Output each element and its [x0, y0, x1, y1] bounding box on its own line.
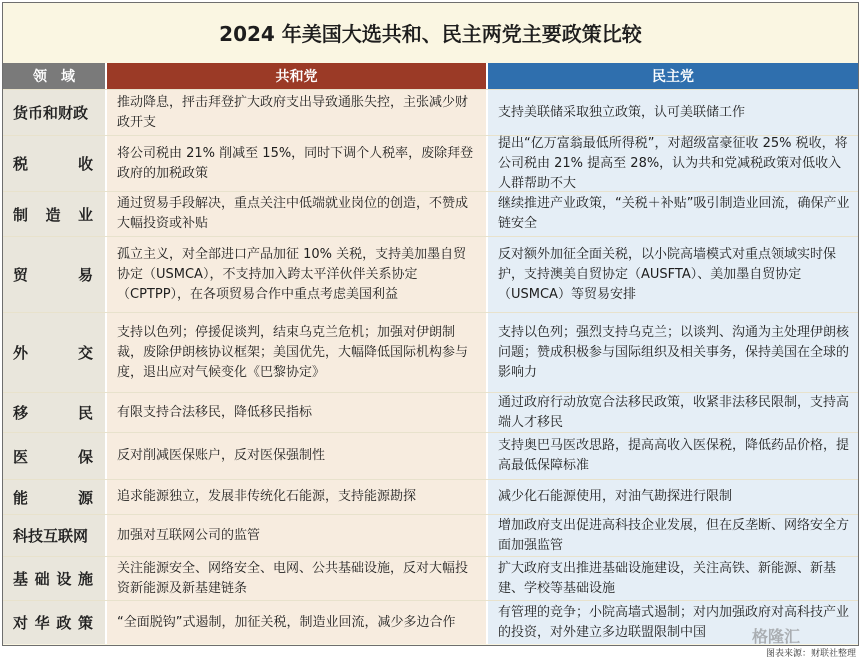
policy-table	[2, 2, 859, 646]
row-democrat-policy: 减少化石能源使用，对油气勘探进行限制	[486, 480, 858, 514]
row-democrat-policy: 扩大政府支出推进基础设施建设，关注高铁、新能源、新基建、学校等基础设施	[486, 557, 858, 600]
row-republican-policy: 支持以色列；停援促谈判，结束乌克兰危机；加强对伊朗制裁，废除伊朗核协议框架；美国优先，大幅降低国际机构参与度，退出应对气候变化《巴黎协定》	[105, 313, 486, 392]
row-domain: 对 华 政 策	[3, 601, 105, 644]
row-democrat-policy: 提出“亿万富翁最低所得税”，对超级富豪征收 25% 税收，将公司税由 21% 提高至 28%，认为共和党减税政策对低收入人群帮助不大	[486, 136, 858, 191]
row-domain: 医 保	[3, 433, 105, 479]
row-domain: 科技互联网	[3, 515, 105, 556]
row-republican-policy: 关注能源安全、网络安全、电网、公共基础设施，反对大幅投资新能源及新基建链条	[105, 557, 486, 600]
row-domain: 外 交	[3, 313, 105, 392]
row-democrat-policy: 支持奥巴马医改思路，提高高收入医保税，降低药品价格，提高最低保障标准	[486, 433, 858, 479]
row-domain: 税 收	[3, 136, 105, 191]
table-row	[3, 135, 858, 191]
row-democrat-policy: 支持美联储采取独立政策，认可美联储工作	[486, 90, 858, 135]
table-row	[3, 556, 858, 600]
row-republican-policy: 追求能源独立，发展非传统化石能源，支持能源勘探	[105, 480, 486, 514]
table-header	[3, 63, 858, 89]
row-domain: 货币和财政	[3, 90, 105, 135]
page-title: 2024 年美国大选共和、民主两党主要政策比较	[219, 21, 642, 46]
watermark-logo: 格隆汇	[752, 627, 801, 646]
table-row	[3, 312, 858, 392]
row-republican-policy: “全面脱钩”式遏制，加征关税，制造业回流，减少多边合作	[105, 601, 486, 644]
row-republican-policy: 通过贸易手段解决，重点关注中低端就业岗位的创造，不赞成大幅投资或补贴	[105, 192, 486, 236]
row-democrat-policy: 反对额外加征全面关税，以小院高墙模式对重点领域实时保护，支持澳美自贸协定（AUSFTA）、美加墨自贸协定（USMCA）等贸易安排	[486, 237, 858, 312]
table-row	[3, 191, 858, 236]
row-republican-policy: 将公司税由 21% 削减至 15%，同时下调个人税率，废除拜登政府的加税政策	[105, 136, 486, 191]
source-note: 图表来源：财联社整理	[765, 649, 856, 659]
table-row	[3, 432, 858, 479]
table-body	[3, 89, 858, 644]
row-domain: 移 民	[3, 393, 105, 432]
table-row	[3, 392, 858, 432]
row-democrat-policy: 通过政府行动放宽合法移民政策，收紧非法移民限制，支持高端人才移民	[486, 393, 858, 432]
row-domain: 基 础 设 施	[3, 557, 105, 600]
row-republican-policy: 加强对互联网公司的监管	[105, 515, 486, 556]
table-row	[3, 514, 858, 556]
row-democrat-policy: 增加政府支出促进高科技企业发展，但在反垄断、网络安全方面加强监管	[486, 515, 858, 556]
row-domain: 制 造 业	[3, 192, 105, 236]
row-republican-policy: 有限支持合法移民，降低移民指标	[105, 393, 486, 432]
row-domain: 贸 易	[3, 237, 105, 312]
row-domain: 能 源	[3, 480, 105, 514]
row-republican-policy: 孤立主义，对全部进口产品加征 10% 关税，支持美加墨自贸协定（USMCA），不支持加入跨太平洋伙伴关系协定（CPTPP），在各项贸易合作中重点考虑美国利益	[105, 237, 486, 312]
table-row	[3, 479, 858, 514]
header-republican: 共和党	[105, 63, 486, 89]
table-row	[3, 236, 858, 312]
table-row	[3, 600, 858, 644]
row-republican-policy: 推动降息，抨击拜登扩大政府支出导致通胀失控，主张减少财政开支	[105, 90, 486, 135]
row-democrat-policy: 支持以色列；强烈支持乌克兰；以谈判、沟通为主处理伊朗核问题；赞成积极参与国际组织及相关事务，保持美国在全球的影响力	[486, 313, 858, 392]
row-democrat-policy: 有管理的竞争；小院高墙式遏制；对内加强政府对高科技产业的投资，对外建立多边联盟限制中国	[486, 601, 858, 644]
header-domain: 领域	[3, 63, 105, 89]
header-democrat: 民主党	[486, 63, 858, 89]
table-row	[3, 89, 858, 135]
row-republican-policy: 反对削减医保账户，反对医保强制性	[105, 433, 486, 479]
row-democrat-policy: 继续推进产业政策，“关税＋补贴”吸引制造业回流，确保产业链安全	[486, 192, 858, 236]
